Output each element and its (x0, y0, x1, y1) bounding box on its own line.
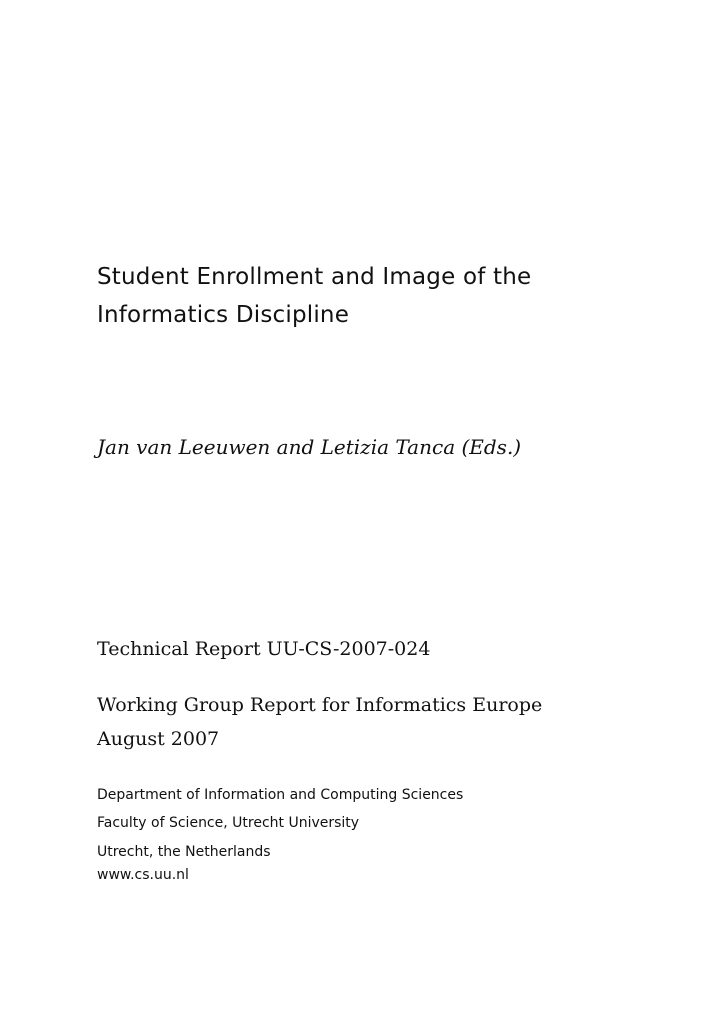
report-number: Technical Report UU-CS-2007-024 (97, 638, 431, 660)
website-url: www.cs.uu.nl (97, 867, 189, 883)
document-title (97, 258, 657, 334)
title-line-1: Student Enrollment and Image of the (97, 264, 532, 290)
faculty-name: Faculty of Science, Utrecht University (97, 815, 360, 831)
title-line-2: Informatics Discipline (97, 302, 350, 328)
department-name: Department of Information and Computing Sciences (97, 787, 464, 803)
location: Utrecht, the Netherlands (97, 844, 271, 860)
working-group-report: Working Group Report for Informatics Europe (97, 694, 543, 716)
editors: Jan van Leeuwen and Letizia Tanca (Eds.) (97, 435, 522, 459)
report-date: August 2007 (97, 728, 220, 750)
